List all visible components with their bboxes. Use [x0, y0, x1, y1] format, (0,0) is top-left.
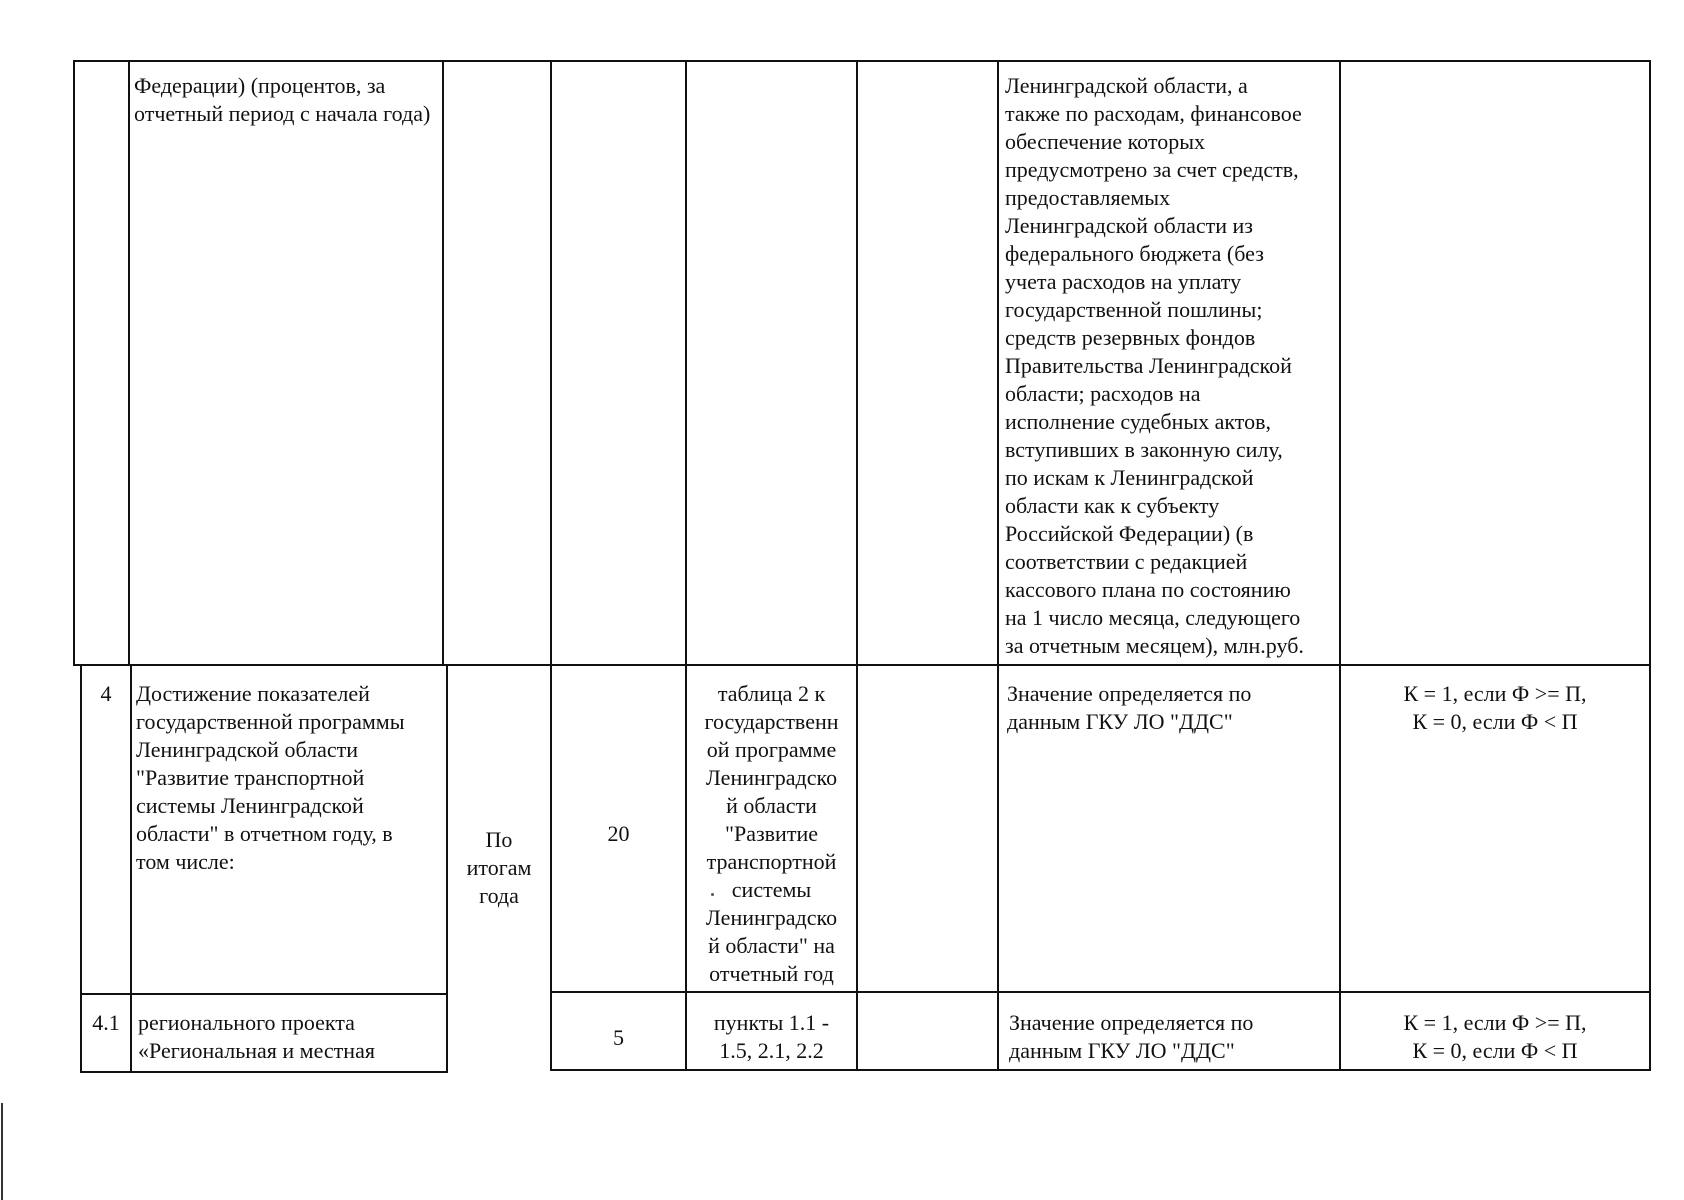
- source-text-line: Ленинградско: [705, 905, 838, 930]
- method-text-line: данным ГКУ ЛО "ДДС": [1007, 709, 1233, 734]
- method-text-line: Российской Федерации) (в: [1005, 521, 1254, 546]
- grid-line-bottom: [80, 1071, 446, 1073]
- indicator-name-line: том числе:: [136, 849, 235, 874]
- method-text-line: области как к субъекту: [1005, 493, 1220, 518]
- scan-speck: [711, 893, 714, 896]
- row41-method-cell: [1009, 1009, 1339, 1065]
- method-text-line: соответствии с редакцией: [1005, 549, 1248, 574]
- source-text-line: транспортной: [706, 849, 837, 874]
- row4-method-cell: [1007, 680, 1339, 736]
- row4-formula-cell: [1341, 680, 1649, 736]
- indicator-name-line: области" в отчетном году, в: [136, 821, 393, 846]
- source-text-line: таблица 2 к: [717, 681, 826, 706]
- row-number: 4.1: [92, 1010, 120, 1035]
- formula-text-line: К = 0, если Ф < П: [1412, 709, 1578, 734]
- scan-edge-mark: [1, 1103, 3, 1200]
- grid-line-row-divider: [73, 664, 1651, 666]
- indicator-name-line: «Региональная и местная: [138, 1038, 375, 1063]
- grid-line-col: [856, 60, 858, 1071]
- period-text-line: По: [485, 826, 513, 852]
- row-number: 4: [100, 681, 112, 706]
- method-text-line: Правительства Ленинградской: [1005, 353, 1292, 378]
- source-text-line: пункты 1.1 -: [713, 1010, 830, 1035]
- row4-weight-cell: [552, 820, 685, 848]
- top-row-name-text: Федерации) (процентов, за отчетный период с начала года): [134, 73, 431, 126]
- grid-line-col: [442, 60, 444, 666]
- row41-weight-value: 5: [613, 1025, 624, 1050]
- method-text-line: исполнение судебных актов,: [1005, 409, 1272, 434]
- period-text-line: итогам: [466, 854, 532, 880]
- row4-name-cell: [136, 680, 444, 876]
- method-text-line: обеспечение которых: [1005, 129, 1205, 154]
- grid-line-col: [1339, 60, 1341, 1071]
- indicator-name-line: регионального проекта: [138, 1010, 355, 1035]
- row41-weight-cell: [552, 1024, 685, 1052]
- grid-line-col: [550, 60, 552, 1071]
- row41-formula-cell: [1341, 1009, 1649, 1065]
- method-text-line: по искам к Ленинградской: [1005, 465, 1254, 490]
- method-text-line: федерального бюджета (без: [1005, 241, 1264, 266]
- source-text-line: "Развитие: [725, 821, 818, 846]
- formula-text-line: К = 0, если Ф < П: [1412, 1038, 1578, 1063]
- grid-line-col: [130, 664, 132, 1073]
- row4-number-cell: [82, 680, 130, 708]
- grid-line-row-divider: [80, 993, 446, 995]
- source-text-line: ой программе: [706, 737, 837, 762]
- row41-source-cell: [687, 1009, 856, 1065]
- indicator-name-line: "Развитие транспортной: [136, 765, 365, 790]
- method-text-line: вступивших в законную силу,: [1005, 437, 1283, 462]
- row4-source-cell: [687, 680, 856, 988]
- top-row-name-cell: [134, 72, 436, 128]
- indicator-name-line: государственной программы: [136, 709, 405, 734]
- method-text-line: Значение определяется по: [1009, 1010, 1254, 1035]
- source-text-line: государственн: [704, 709, 839, 734]
- method-text-line: данным ГКУ ЛО "ДДС": [1009, 1038, 1235, 1063]
- row41-name-cell: [138, 1009, 444, 1065]
- source-text-line: отчетный год: [709, 961, 834, 986]
- method-text-line: учета расходов на уплату: [1005, 269, 1242, 294]
- period-text-line: года: [479, 882, 519, 908]
- indicator-name-line: системы Ленинградской: [136, 793, 364, 818]
- source-text-line: й области" на: [708, 933, 835, 958]
- method-text-line: предоставляемых: [1005, 185, 1171, 210]
- grid-line-bottom: [552, 1069, 1651, 1071]
- grid-line-left: [73, 60, 75, 666]
- method-text-line: на 1 число месяца, следующего: [1005, 605, 1301, 630]
- source-text-line: Ленинградско: [705, 765, 838, 790]
- method-text-line: государственной пошлины;: [1005, 297, 1263, 322]
- method-text-line: средств резервных фондов: [1005, 325, 1256, 350]
- source-text-line: системы: [731, 877, 812, 902]
- formula-text-line: К = 1, если Ф >= П,: [1403, 681, 1587, 706]
- top-row-method-cell: [1005, 72, 1339, 660]
- method-text-line: области; расходов на: [1005, 381, 1201, 406]
- indicator-name-line: Достижение показателей: [136, 681, 370, 706]
- grid-line-right: [1649, 60, 1651, 1071]
- row4-weight-value: 20: [607, 821, 630, 846]
- grid-line-col: [997, 60, 999, 1071]
- method-text-line: за отчетным месяцем), млн.руб.: [1005, 633, 1304, 658]
- method-text-line: Значение определяется по: [1007, 681, 1252, 706]
- source-text-line: 1.5, 2.1, 2.2: [719, 1038, 824, 1063]
- source-text-line: й области: [726, 793, 817, 818]
- method-text-line: Ленинградской области из: [1005, 213, 1253, 238]
- row41-number-cell: [82, 1009, 130, 1037]
- formula-text-line: К = 1, если Ф >= П,: [1403, 1010, 1587, 1035]
- grid-line-row-divider: [552, 991, 1651, 993]
- indicator-name-line: Ленинградской области: [136, 737, 358, 762]
- method-text-line: Ленинградской области, а: [1005, 73, 1248, 98]
- grid-line-col: [128, 60, 130, 666]
- method-text-line: предусмотрено за счет средств,: [1005, 157, 1299, 182]
- method-text-line: также по расходам, финансовое: [1005, 101, 1302, 126]
- grid-line-top: [73, 60, 1651, 62]
- row4-period-cell: [448, 664, 550, 1071]
- method-text-line: кассового плана по состоянию: [1005, 577, 1291, 602]
